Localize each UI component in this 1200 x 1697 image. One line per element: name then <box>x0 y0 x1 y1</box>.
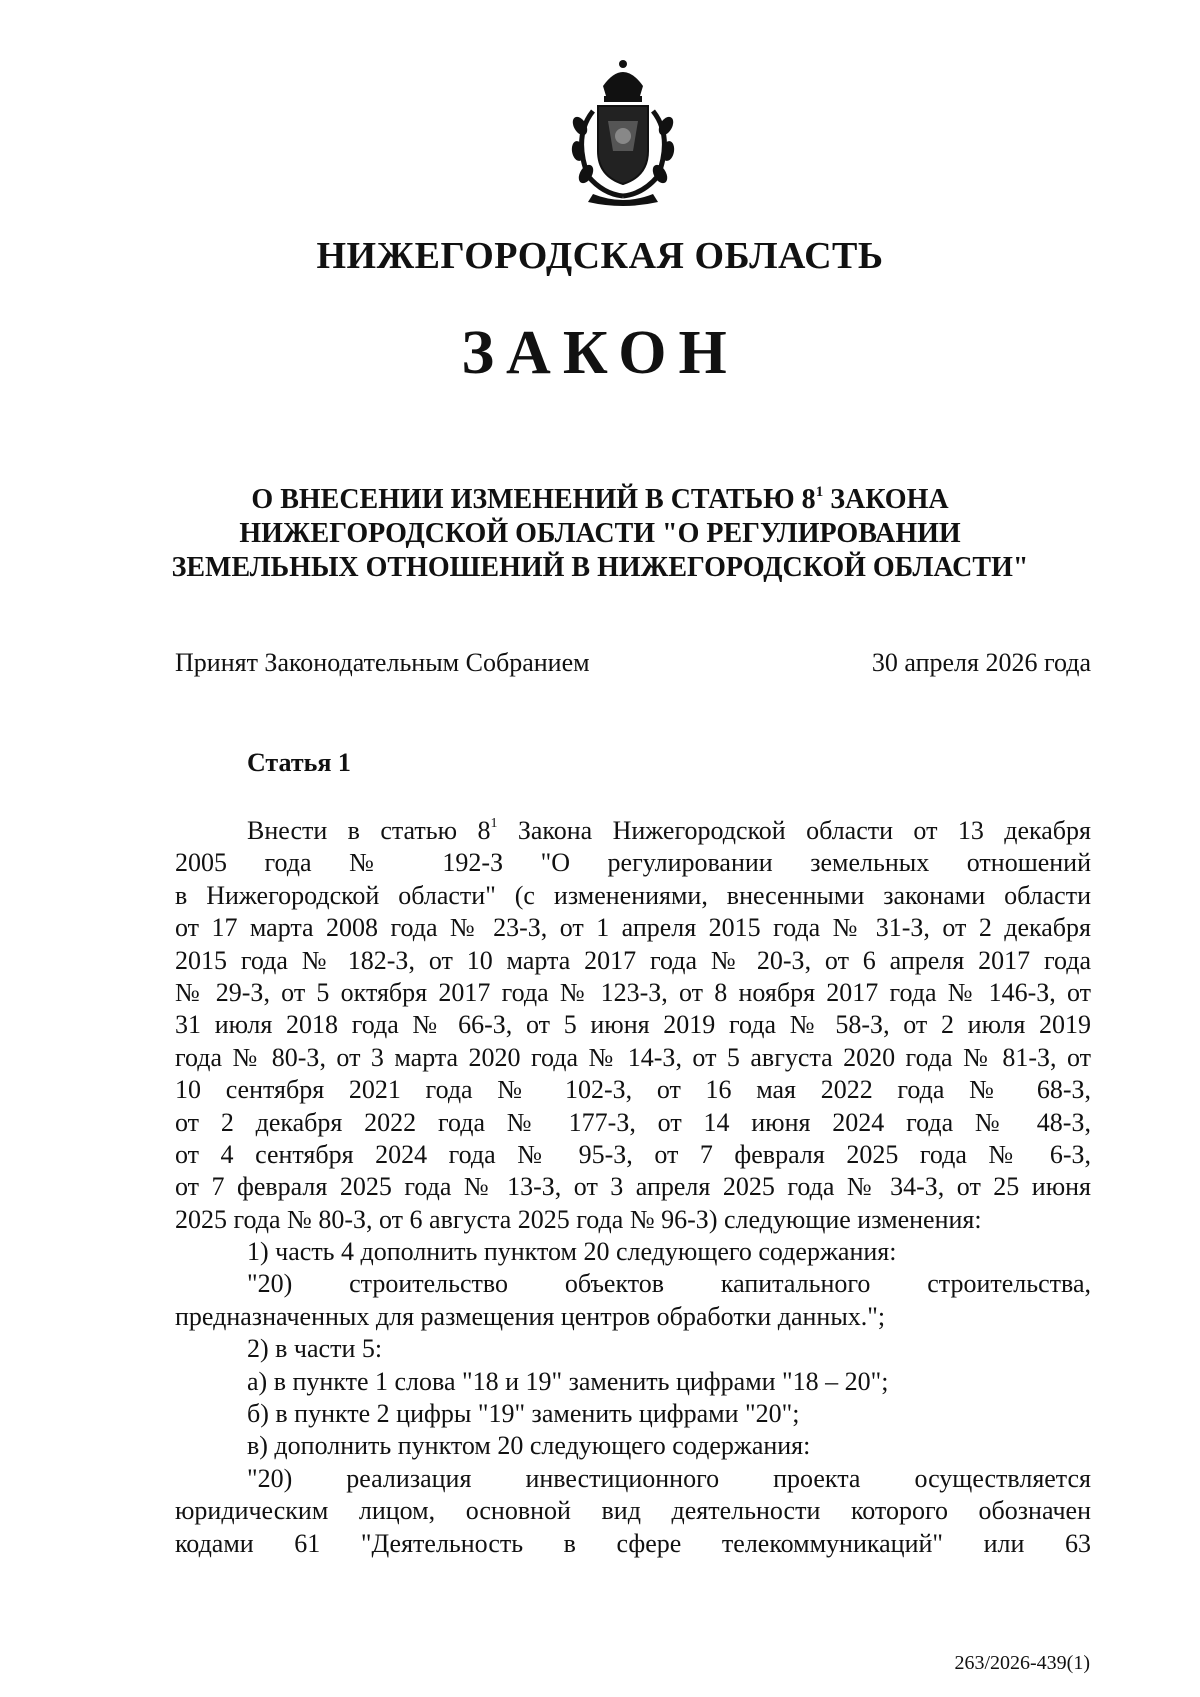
body-line: 10 сентября 2021 года № 102-З, от 16 мая 2022 года № 68-З, <box>175 1075 1091 1105</box>
body-line: от 7 февраля 2025 года № 13-З, от 3 апреля 2025 года № 34-З, от 25 июня <box>175 1172 1091 1202</box>
body-line: от 2 декабря 2022 года № 177-З, от 14 июня 2024 года № 48-З, <box>175 1107 1091 1137</box>
body-line: года № 80-З, от 3 марта 2020 года № 14-З, от 5 августа 2020 года № 81-З, от <box>175 1042 1091 1072</box>
body-line: 2015 года № 182-З, от 10 марта 2017 года № 20-З, от 6 апреля 2017 года <box>175 945 1091 975</box>
amendment-quote-line: кодами 61 "Деятельность в сфере телекоммуникаций" или 63 <box>175 1528 1091 1558</box>
body-line: от 4 сентября 2024 года № 95-З, от 7 февраля 2025 года № 6-З, <box>175 1139 1091 1169</box>
body-line: от 17 марта 2008 года № 23-З, от 1 апреля 2015 года № 31-З, от 2 декабря <box>175 913 1091 943</box>
amendment-item-2a: а) в пункте 1 слова "18 и 19" заменить цифрами "18 – 20"; <box>247 1366 889 1396</box>
amendment-item-2b: б) в пункте 2 цифры "19" заменить цифрами "20"; <box>247 1399 800 1429</box>
amendment-item-2: 2) в части 5: <box>247 1334 383 1364</box>
adoption-info <box>175 648 1091 680</box>
body-line: в Нижегородской области" (с изменениями, внесенными законами области <box>175 880 1091 910</box>
article-heading: Статья 1 <box>247 748 351 777</box>
amendment-quote-line: юридическим лицом, основной вид деятельности которого обозначен <box>175 1496 1091 1526</box>
amendment-item-1: 1) часть 4 дополнить пунктом 20 следующего содержания: <box>247 1237 897 1267</box>
amendment-quote-line: "20) строительство объектов капитального строительства, <box>247 1269 1091 1299</box>
law-title <box>150 483 1050 585</box>
region-name: НИЖЕГОРОДСКАЯ ОБЛАСТЬ <box>316 235 884 277</box>
article-body <box>175 815 1091 1560</box>
amendment-quote-line: предназначенных для размещения центров обработки данных."; <box>175 1301 886 1331</box>
law-title-line-3: ЗЕМЕЛЬНЫХ ОТНОШЕНИЙ В НИЖЕГОРОДСКОЙ ОБЛАСТИ" <box>171 552 1029 583</box>
body-line: 2025 года № 80-З, от 6 августа 2025 года № 96-З) следующие изменения: <box>175 1204 982 1234</box>
law-title-line-2: НИЖЕГОРОДСКОЙ ОБЛАСТИ "О РЕГУЛИРОВАНИИ <box>239 518 961 549</box>
body-line: 2005 года № 192-З "О регулировании земельных отношений <box>175 848 1091 878</box>
body-line: Внести в статью $8^1$ Закона Нижегородской области от 13 декабря <box>247 816 1091 845</box>
document-number: 263/2026-439(1) <box>954 1652 1090 1674</box>
body-line: 31 июля 2018 года № 66-З, от 5 июня 2019 года № 58-З, от 2 июля 2019 <box>175 1010 1091 1040</box>
body-line: № 29-З, от 5 октября 2017 года № 123-З, от 8 ноября 2017 года № 146-З, от <box>175 977 1091 1007</box>
amendment-item-2c: в) дополнить пунктом 20 следующего содержания: <box>247 1431 811 1461</box>
adoption-date: 30 апреля 2026 года <box>871 648 1091 677</box>
coat-of-arms-icon <box>548 56 698 206</box>
document-type: ЗАКОН <box>461 319 739 387</box>
amendment-quote-line: "20) реализация инвестиционного проекта осуществляется <box>247 1463 1091 1493</box>
law-title-line-1: О ВНЕСЕНИИ ИЗМЕНЕНИЙ В СТАТЬЮ $8^1$ ЗАКОНА <box>251 483 949 515</box>
adoption-label: Принят Законодательным Собранием <box>175 648 590 677</box>
